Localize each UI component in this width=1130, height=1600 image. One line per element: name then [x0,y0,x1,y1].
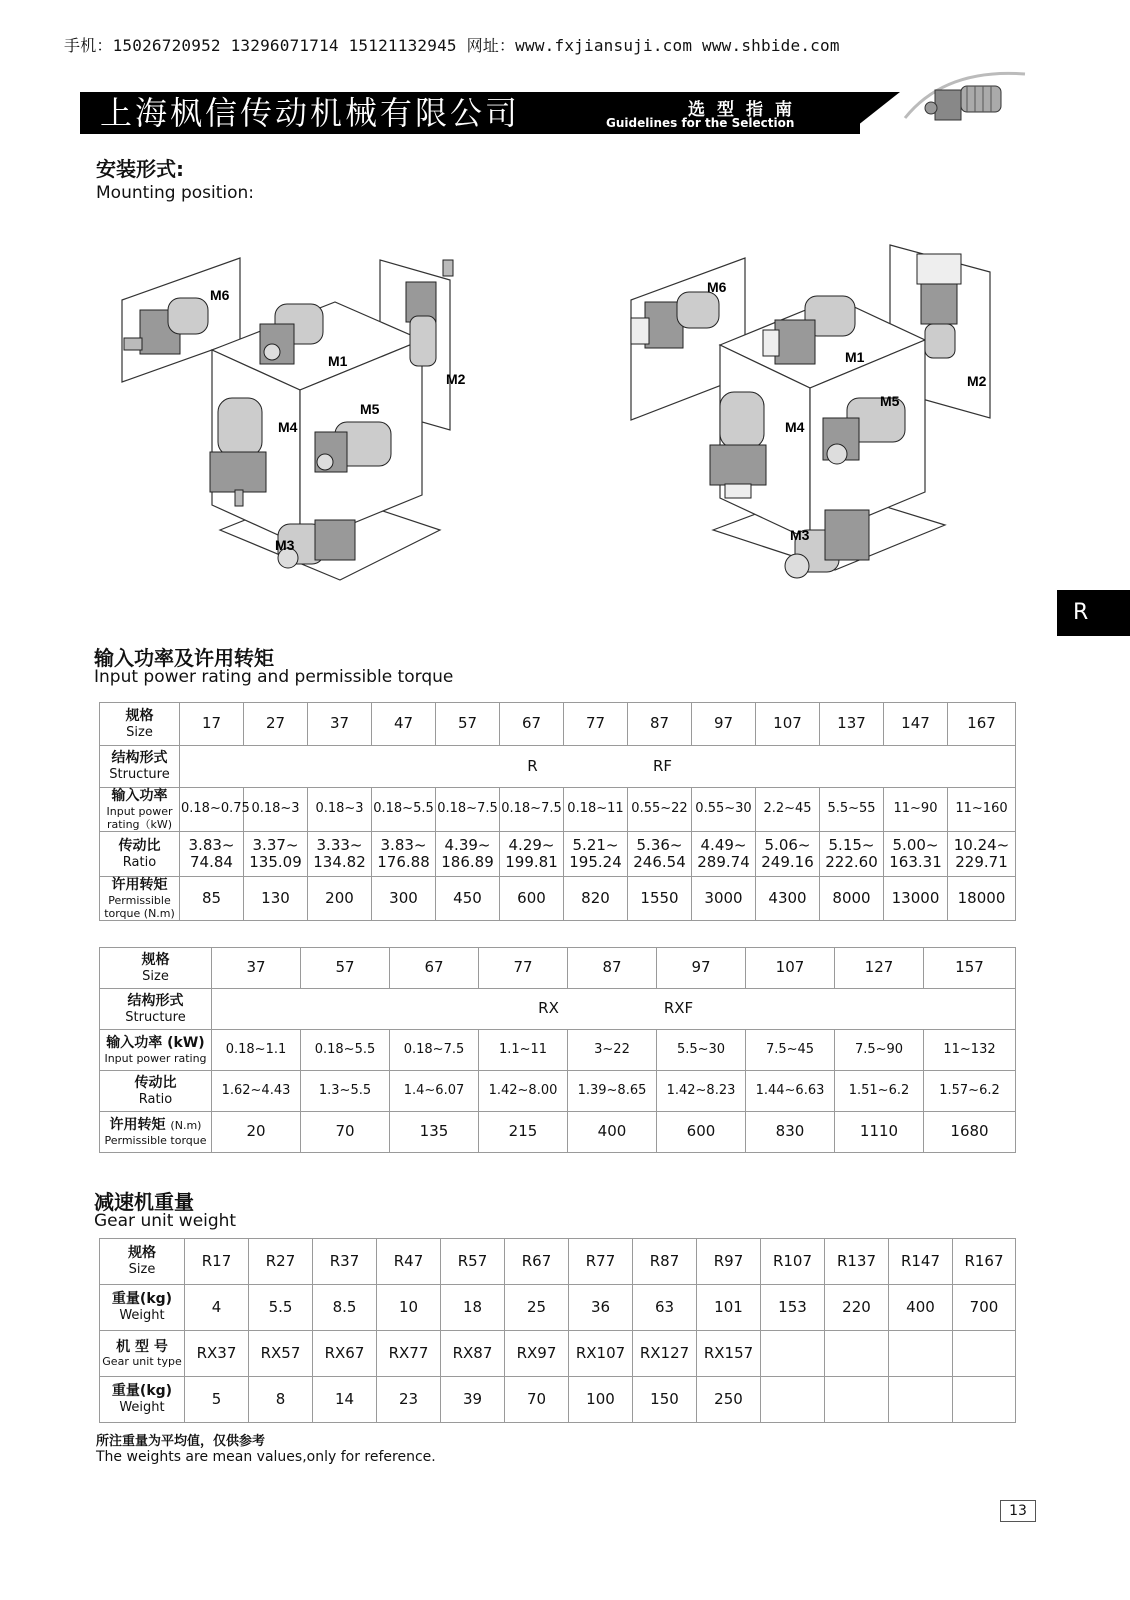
torque-cell: 130 [244,877,308,921]
size-cell: 57 [301,948,390,989]
label-m4: M4 [785,419,805,435]
size-cell: 107 [756,703,820,746]
label-m2: M2 [446,371,466,387]
weight-label: 重量(kg) Weight [100,1285,185,1331]
weight-cell: 700 [953,1285,1016,1331]
ratio-cell: 3.83~ 74.84 [180,832,244,877]
size-cell: 147 [884,703,948,746]
size-cell: 27 [244,703,308,746]
torque-cell: 8000 [820,877,884,921]
power-cell: 2.2~45 [756,788,820,832]
weight-cell: 5 [185,1377,249,1423]
torque-cell: 600 [657,1112,746,1153]
ratio-cell: 1.39~8.65 [568,1071,657,1112]
weight-cell: 23 [377,1377,441,1423]
size-label: 规格 Size [100,703,180,746]
company-name: 上海枫信传动机械有限公司 [100,94,521,132]
power-cell: 11~90 [884,788,948,832]
weight-cell: 8.5 [313,1285,377,1331]
power-cell: 5.5~55 [820,788,884,832]
ratio-cell: 1.51~6.2 [835,1071,924,1112]
ratio-cell: 4.29~ 199.81 [500,832,564,877]
guide-title-en: Guidelines for the Selection [606,116,795,130]
size-cell: 127 [835,948,924,989]
type-label: 机 型 号 Gear unit type [100,1331,185,1377]
weight-cell: 400 [889,1285,953,1331]
mounting-diagram-right [625,240,1000,610]
torque-label: 许用转矩 Permissible torque (N.m) [100,877,180,921]
model-cell [825,1331,889,1377]
size-cell: 87 [628,703,692,746]
model-cell: RX97 [505,1331,569,1377]
model-cell [761,1331,825,1377]
weight-rx-row [100,1377,1016,1423]
label-m4: M4 [278,419,298,435]
weight-cell: 220 [825,1285,889,1331]
model-cell: RX77 [377,1331,441,1377]
size-label: 规格 Size [100,1239,185,1285]
power-cell: 0.18~7.5 [390,1030,479,1071]
model-cell: R77 [569,1239,633,1285]
label-m2: M2 [967,373,987,389]
power-label: 输入功率 (kW) Input power rating [100,1030,212,1071]
power-cell: 7.5~45 [746,1030,835,1071]
input-power-title-en: Input power rating and permissible torque [94,667,454,687]
size-cell: 157 [924,948,1016,989]
power-cell: 0.18~11 [564,788,628,832]
weight-cell: 36 [569,1285,633,1331]
rx-power-row [100,1030,1016,1071]
torque-cell: 13000 [884,877,948,921]
input-power-title-cn: 输入功率及许用转矩 [94,646,274,670]
weight-cell: 39 [441,1377,505,1423]
model-cell: R27 [249,1239,313,1285]
power-cell: 0.55~30 [692,788,756,832]
size-cell: 137 [820,703,884,746]
ratio-cell: 1.44~6.63 [746,1071,835,1112]
power-cell: 11~160 [948,788,1016,832]
ratio-cell: 3.37~ 135.09 [244,832,308,877]
power-row [100,788,1016,832]
torque-cell: 3000 [692,877,756,921]
weight-cell [953,1377,1016,1423]
power-cell: 0.18~3 [244,788,308,832]
structure-r: R [527,756,538,775]
weight-label: 重量(kg) Weight [100,1377,185,1423]
size-cell: 167 [948,703,1016,746]
torque-cell: 215 [479,1112,568,1153]
torque-cell: 135 [390,1112,479,1153]
rx-ratio-row [100,1071,1016,1112]
power-cell: 3~22 [568,1030,657,1071]
label-m3: M3 [275,537,295,553]
torque-cell: 820 [564,877,628,921]
weight-cell [825,1377,889,1423]
mounting-title-cn: 安装形式: [96,157,184,181]
size-cell: 37 [212,948,301,989]
weight-size-row [100,1239,1016,1285]
model-cell [953,1331,1016,1377]
size-cell: 67 [390,948,479,989]
structure-cell [212,989,1016,1030]
ratio-cell: 5.06~ 249.16 [756,832,820,877]
power-cell: 7.5~90 [835,1030,924,1071]
mounting-diagram-left [110,240,466,620]
model-cell: R147 [889,1239,953,1285]
ratio-cell: 4.49~ 289.74 [692,832,756,877]
rx-size-row [100,948,1016,989]
structure-rx: RX [538,999,559,1018]
r-spec-table [99,702,1016,921]
weight-table [99,1238,1016,1423]
torque-cell: 4300 [756,877,820,921]
model-cell: RX157 [697,1331,761,1377]
torque-cell: 200 [308,877,372,921]
rx-spec-table [99,947,1016,1153]
ratio-cell: 10.24~ 229.71 [948,832,1016,877]
torque-cell: 600 [500,877,564,921]
weight-cell: 18 [441,1285,505,1331]
label-m6: M6 [210,287,230,303]
power-cell: 0.18~7.5 [436,788,500,832]
ratio-cell: 4.39~ 186.89 [436,832,500,877]
torque-label: 许用转矩 (N.m) Permissible torque [100,1112,212,1153]
size-cell: 57 [436,703,500,746]
weight-cell: 14 [313,1377,377,1423]
power-cell: 0.18~0.75 [180,788,244,832]
size-cell: 87 [568,948,657,989]
size-cell: 77 [479,948,568,989]
ratio-cell: 3.33~ 134.82 [308,832,372,877]
torque-row [100,877,1016,921]
power-cell: 1.1~11 [479,1030,568,1071]
torque-cell: 300 [372,877,436,921]
ratio-cell: 5.00~ 163.31 [884,832,948,877]
model-cell: RX37 [185,1331,249,1377]
model-cell: R87 [633,1239,697,1285]
weight-cell [761,1377,825,1423]
ratio-cell: 1.42~8.00 [479,1071,568,1112]
model-cell: R37 [313,1239,377,1285]
torque-cell: 830 [746,1112,835,1153]
power-cell: 0.18~7.5 [500,788,564,832]
structure-label: 结构形式 Structure [100,746,180,788]
structure-row [100,746,1016,788]
model-cell [889,1331,953,1377]
weight-type-row [100,1331,1016,1377]
page-number: 13 [1000,1500,1036,1522]
power-cell: 0.18~1.1 [212,1030,301,1071]
torque-cell: 400 [568,1112,657,1153]
power-cell: 0.18~5.5 [372,788,436,832]
rx-structure-row [100,989,1016,1030]
ratio-label: 传动比 Ratio [100,832,180,877]
model-cell: R137 [825,1239,889,1285]
torque-cell: 1550 [628,877,692,921]
weight-cell: 63 [633,1285,697,1331]
size-cell: 47 [372,703,436,746]
power-cell: 5.5~30 [657,1030,746,1071]
power-cell: 0.55~22 [628,788,692,832]
model-cell: RX87 [441,1331,505,1377]
ratio-cell: 1.42~8.23 [657,1071,746,1112]
torque-cell: 1110 [835,1112,924,1153]
ratio-cell: 3.83~ 176.88 [372,832,436,877]
size-cell: 97 [692,703,756,746]
torque-cell: 70 [301,1112,390,1153]
ratio-cell: 1.62~4.43 [212,1071,301,1112]
label-m5: M5 [360,401,380,417]
weight-cell: 8 [249,1377,313,1423]
ratio-cell: 5.15~ 222.60 [820,832,884,877]
model-cell: RX107 [569,1331,633,1377]
weight-note-cn: 所注重量为平均值，仅供参考 [96,1434,266,1449]
weight-cell: 100 [569,1377,633,1423]
weight-cell: 25 [505,1285,569,1331]
structure-rxf: RXF [663,999,694,1018]
torque-cell: 20 [212,1112,301,1153]
weight-title-cn: 减速机重量 [94,1190,194,1214]
power-cell: 0.18~3 [308,788,372,832]
ratio-cell: 1.3~5.5 [301,1071,390,1112]
model-cell: R67 [505,1239,569,1285]
weight-r-row [100,1285,1016,1331]
weight-cell [889,1377,953,1423]
power-cell: 11~132 [924,1030,1016,1071]
model-cell: R97 [697,1239,761,1285]
label-m1: M1 [328,353,348,369]
ratio-cell: 5.21~ 195.24 [564,832,628,877]
rx-torque-row [100,1112,1016,1153]
weight-note-en: The weights are mean values,only for reference. [96,1449,436,1465]
structure-rf: RF [652,756,673,775]
ratio-cell: 5.36~ 246.54 [628,832,692,877]
torque-cell: 1680 [924,1112,1016,1153]
ratio-row [100,832,1016,877]
size-cell: 77 [564,703,628,746]
gear-motor-icon [905,68,1025,128]
model-cell: R107 [761,1239,825,1285]
weight-cell: 10 [377,1285,441,1331]
weight-title-en: Gear unit weight [94,1211,237,1231]
weight-cell: 250 [697,1377,761,1423]
model-cell: R47 [377,1239,441,1285]
model-cell: RX67 [313,1331,377,1377]
contact-line: 手机：15026720952 13296071714 15121132945 网址：www.fxjiansuji.com www.shbide.com [64,36,840,55]
label-m5: M5 [880,393,900,409]
size-label: 规格 Size [100,948,212,989]
size-cell: 17 [180,703,244,746]
label-m3: M3 [790,527,810,543]
model-cell: RX127 [633,1331,697,1377]
weight-cell: 153 [761,1285,825,1331]
weight-cell: 5.5 [249,1285,313,1331]
weight-cell: 101 [697,1285,761,1331]
power-label: 输入功率 Input power rating（kW) [100,788,180,832]
model-cell: R57 [441,1239,505,1285]
power-cell: 0.18~5.5 [301,1030,390,1071]
size-cell: 67 [500,703,564,746]
ratio-cell: 1.4~6.07 [390,1071,479,1112]
weight-cell: 70 [505,1377,569,1423]
torque-cell: 450 [436,877,500,921]
ratio-label: 传动比 Ratio [100,1071,212,1112]
size-row [100,703,1016,746]
size-cell: 107 [746,948,835,989]
model-cell: R17 [185,1239,249,1285]
ratio-cell: 1.57~6.2 [924,1071,1016,1112]
structure-cell [180,746,1016,788]
weight-cell: 4 [185,1285,249,1331]
torque-cell: 18000 [948,877,1016,921]
label-m1: M1 [845,349,865,365]
weight-cell: 150 [633,1377,697,1423]
guide-title-cn: 选型指南 [688,100,804,120]
torque-cell: 85 [180,877,244,921]
size-cell: 37 [308,703,372,746]
model-cell: R167 [953,1239,1016,1285]
size-cell: 97 [657,948,746,989]
structure-label: 结构形式 Structure [100,989,212,1030]
mounting-title-en: Mounting position: [96,183,255,203]
section-tab-r: R [1057,590,1130,636]
model-cell: RX57 [249,1331,313,1377]
label-m6: M6 [707,279,727,295]
